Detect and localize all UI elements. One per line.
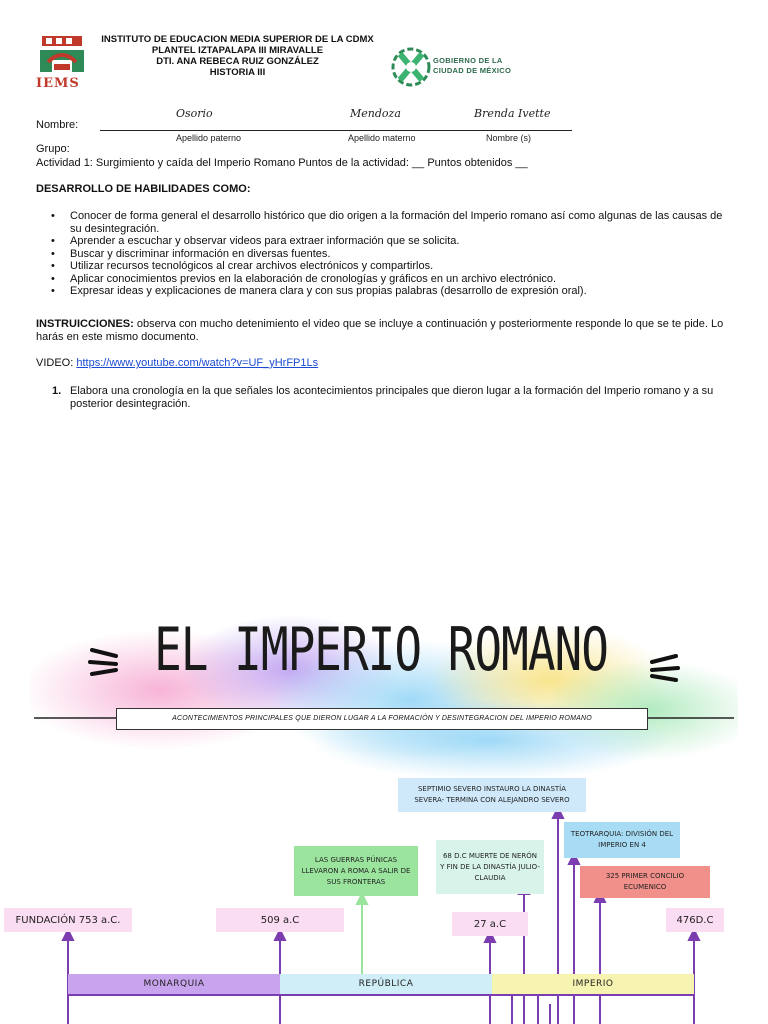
date-27: 27 a.C <box>452 912 528 936</box>
event-teotrarquia: TEOTRARQUIA: DIVISIÓN DEL IMPERIO EN 4 <box>564 822 680 858</box>
nombres-value: Brenda Ivette <box>474 107 551 120</box>
skills-list <box>36 210 734 298</box>
gob-text-2: CIUDAD DE MÉXICO <box>433 66 512 75</box>
list-item: • Utilizar recursos tecnológicos al crear archivos electrónicos y compartirlos. <box>36 260 734 273</box>
video-label: VIDEO: <box>36 357 77 369</box>
apellido-paterno-value: Osorio <box>176 107 213 120</box>
header-line-2: PLANTEL IZTAPALAPA III MIRAVALLE <box>151 45 324 56</box>
instructions-label: INSTRUICCIONES: <box>36 318 134 330</box>
date-509: 509 a.C <box>216 908 344 932</box>
list-item: • Expresar ideas y explicaciones de manera clara y con sus propias palabras (desarrollo de expresión oral). <box>36 285 734 298</box>
nombres-caption: Nombre (s) <box>486 133 532 143</box>
nombre-label: Nombre: <box>36 119 79 131</box>
apellido-paterno-caption: Apellido paterno <box>176 133 242 143</box>
question-text: Elabora una cronología en la que señales los acontecimientos principales que dieron lugar a la formación del Imperio romano y a su posterior desintegración. <box>70 385 714 410</box>
event-guerras-punicas: LAS GUERRAS PÚNICAS LLEVARON A ROMA A SALIR DE SUS FRONTERAS <box>294 846 418 896</box>
period-republica: REPÚBLICA <box>280 974 492 994</box>
list-item: • Aplicar conocimientos previos en la elaboración de cronologías y gráficos en un archivo electrónico. <box>36 273 734 286</box>
list-item: • Conocer de forma general el desarrollo histórico que dio origen a la formación del Imperio romano así como algunas de las causas de su desintegración. <box>36 210 734 235</box>
institution-header <box>100 34 375 78</box>
infographic <box>15 600 738 1024</box>
list-item: • Aprender a escuchar y observar videos para extraer información que se solicita. <box>36 235 734 248</box>
timeline-axis <box>68 994 694 996</box>
timeline-arrows <box>30 600 738 1024</box>
list-item: • Buscar y discriminar información en diversas fuentes. <box>36 248 734 261</box>
apellido-materno-value: Mendoza <box>350 107 401 120</box>
infographic-title: EL IMPERIO ROMANO <box>154 614 608 685</box>
question-number: 1. <box>52 385 62 397</box>
gobierno-cdmx-text <box>433 56 511 76</box>
header-line-4: HISTORIA III <box>209 67 266 78</box>
period-imperio: IMPERIO <box>492 974 694 994</box>
header-line-3: DTI. ANA REBECA RUIZ GONZÁLEZ <box>156 56 319 67</box>
header-line-1: INSTITUTO DE EDUCACION MEDIA SUPERIOR DE LA CDMX <box>101 34 374 45</box>
instructions-text: observa con mucho detenimiento el video que se incluye a continuación y posteriormente responde lo que se te pide. Lo harás en este mismo documento. <box>36 318 724 343</box>
date-476: 476D.C <box>666 908 724 932</box>
actividad-line: Actividad 1: Surgimiento y caída del Imperio Romano Puntos de la actividad: __ Puntos obtenidos __ <box>36 157 528 169</box>
event-septimio-severo: SEPTIMIO SEVERO INSTAURO LA DINASTÍA SEVERA- TERMINA CON ALEJANDRO SEVERO <box>398 778 586 812</box>
skills-heading: DESARROLLO DE HABILIDADES COMO: <box>36 183 251 195</box>
infographic-subtitle: ACONTECIMIENTOS PRINCIPALES QUE DIERON LUGAR A LA FORMACIÓN Y DESINTEGRACION DEL IMPERIO ROMANO <box>116 708 648 730</box>
grupo-label: Grupo: <box>36 143 70 155</box>
event-concilio: 325 PRIMER CONCILIO ECUMENICO <box>580 866 710 898</box>
apellido-materno-caption: Apellido materno <box>348 133 416 143</box>
date-fundacion: FUNDACIÓN 753 a.C. <box>4 908 132 932</box>
video-line <box>36 357 318 370</box>
instructions-paragraph <box>36 318 734 343</box>
event-muerte-neron: 68 D.C MUERTE DE NERÓN Y FIN DE LA DINASTÍA JULIO-CLAUDIA <box>436 840 544 894</box>
gob-text-1: GOBIERNO DE LA <box>433 56 503 65</box>
period-monarquia: MONARQUIA <box>68 974 280 994</box>
name-underline <box>100 130 572 131</box>
iems-logo-text: IEMS <box>36 76 80 91</box>
video-link[interactable]: https://www.youtube.com/watch?v=UF_yHrFP1Ls <box>76 357 319 369</box>
